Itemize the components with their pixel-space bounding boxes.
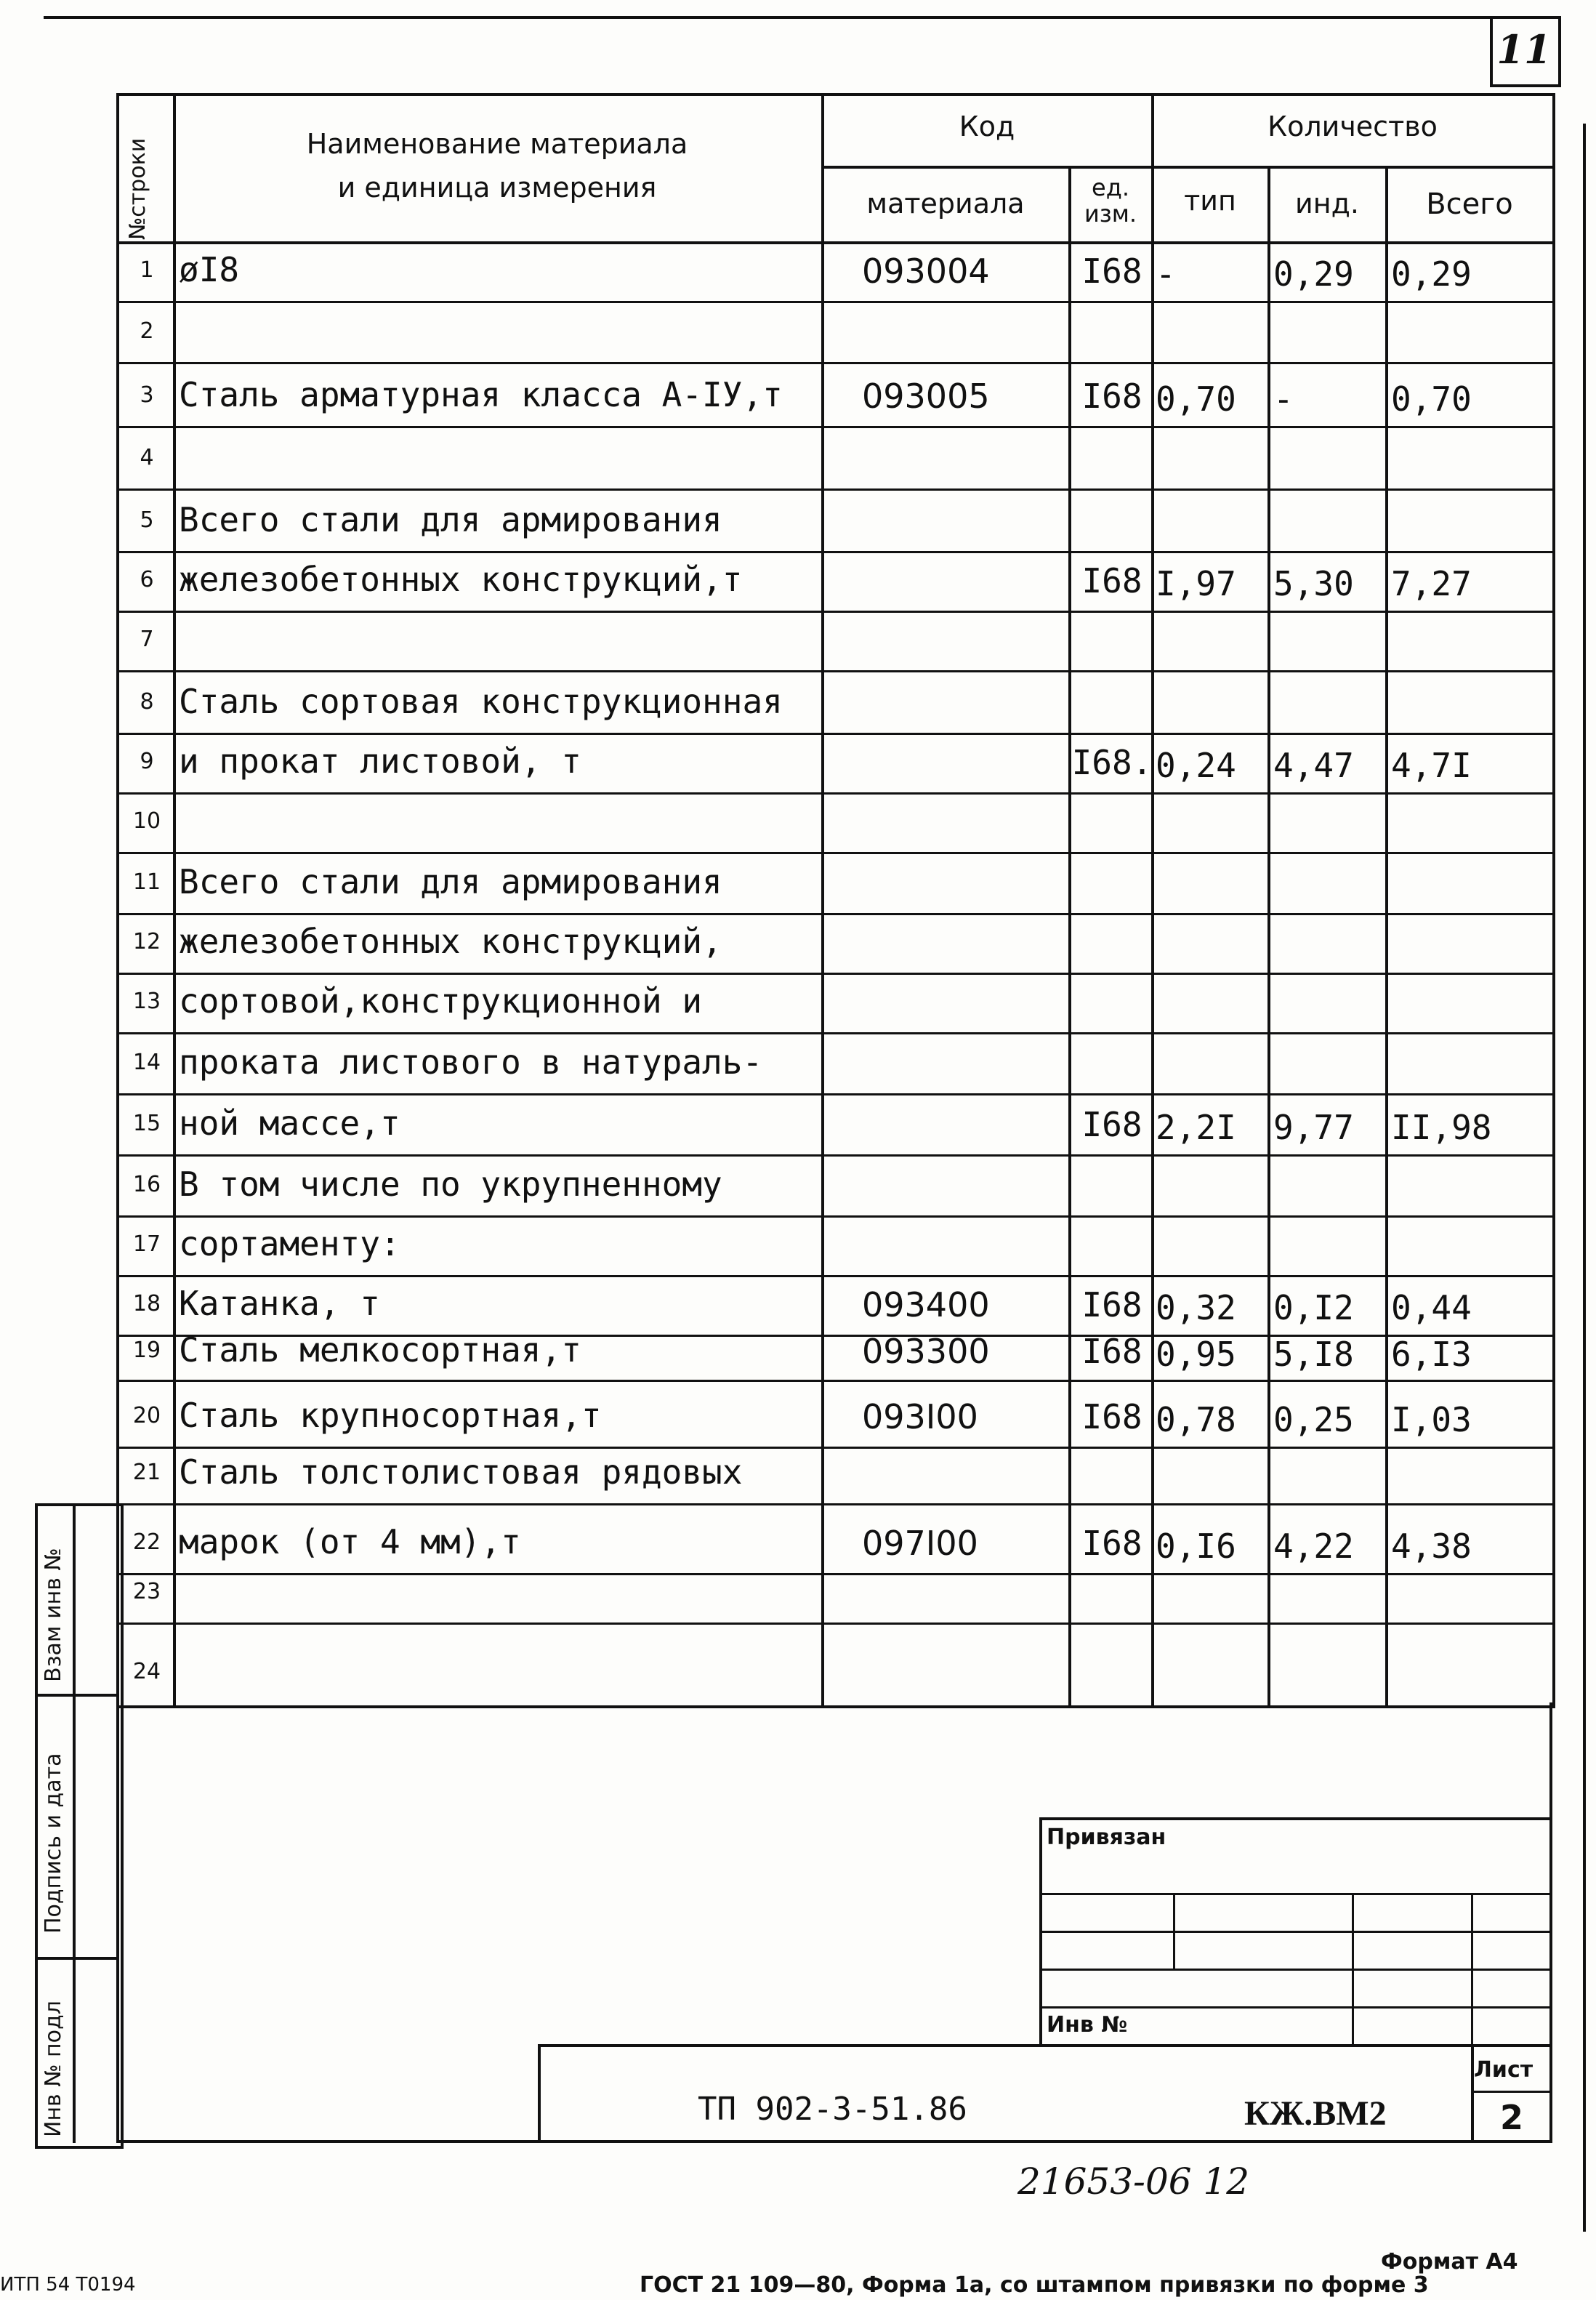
row-unit: I68 [1081, 1332, 1142, 1371]
row-number: 11 [132, 869, 161, 895]
row-name: Сталь мелкосортная,т [179, 1330, 581, 1370]
row-number: 8 [140, 689, 154, 715]
side-stamp-divider [73, 1503, 76, 2143]
row-name: Катанка, т [179, 1284, 380, 1323]
header-q-type: тип [1184, 185, 1236, 217]
row-tip: I,97 [1156, 564, 1236, 603]
row-name: марок (от 4 мм),т [179, 1522, 521, 1561]
row-separator [116, 1215, 1552, 1218]
row-separator [116, 1447, 1552, 1449]
row-unit: I68 [1081, 1397, 1142, 1436]
row-total: II,98 [1391, 1108, 1492, 1147]
row-separator [116, 488, 1552, 491]
row-number: 4 [140, 445, 154, 470]
row-code: 093300 [862, 1332, 990, 1371]
row-separator [116, 426, 1552, 428]
row-ind: 4,47 [1273, 746, 1354, 785]
bottom-frame-line [116, 2140, 1552, 2143]
row-name: Сталь сортовая конструкционная [179, 682, 783, 721]
header-bottom-line [116, 241, 1552, 244]
header-q-total: Всего [1426, 188, 1513, 221]
row-total: 0,29 [1391, 254, 1472, 294]
side-stamp-line2 [35, 1957, 118, 1960]
row-tip: 2,2I [1156, 1108, 1236, 1147]
row-name: железобетонных конструкций, [179, 922, 722, 961]
row-separator [116, 362, 1552, 364]
row-separator [116, 792, 1552, 795]
doc-mark: КЖ.ВМ2 [1244, 2094, 1387, 2133]
row-number: 15 [132, 1111, 161, 1136]
row-separator [116, 852, 1552, 854]
header-row-no: №строки [125, 137, 150, 240]
privyazan-top [1039, 1817, 1549, 1820]
row-unit: I68 [1081, 561, 1142, 600]
row-name: Всего стали для армирования [179, 500, 722, 539]
row-tip: 0,70 [1156, 379, 1236, 419]
page-number: 11 [1496, 26, 1552, 73]
row-tip: 0,32 [1156, 1288, 1236, 1327]
row-separator [116, 1623, 1552, 1625]
row-number: 10 [132, 808, 161, 834]
row-unit: I68 [1081, 1285, 1142, 1324]
row-total: 4,7I [1391, 746, 1472, 785]
header-code-material: материала [866, 188, 1025, 220]
list-box-divider [1471, 2091, 1552, 2093]
row-name: Всего стали для армирования [179, 862, 722, 901]
row-separator [116, 973, 1552, 975]
row-name: В том числе по укрупненному [179, 1165, 722, 1204]
row-number: 17 [132, 1231, 161, 1257]
side-label-inv-podl: Инв № подл [41, 2001, 66, 2137]
row-separator [116, 1032, 1552, 1034]
row-tip: 0,78 [1156, 1400, 1236, 1439]
inv-no-label: Инв № [1047, 2012, 1128, 2038]
row-ind: 4,22 [1273, 1527, 1354, 1566]
row-name: проката листового в натураль- [179, 1042, 763, 1082]
row-number: 9 [140, 749, 154, 774]
row-number: 21 [132, 1460, 161, 1485]
privyazan-label: Привязан [1047, 1825, 1166, 1850]
row-unit: I68. [1071, 743, 1153, 782]
row-name: и прокат листовой, т [179, 741, 581, 781]
side-label-podpis: Подпись и дата [41, 1753, 66, 1934]
row-separator [116, 913, 1552, 915]
row-name: Сталь крупносортная,т [179, 1396, 602, 1435]
footer-left: ИТП 54 Т0194 [0, 2274, 136, 2296]
row-code: 093005 [862, 377, 990, 416]
row-number: 2 [140, 318, 154, 344]
row-number: 1 [140, 257, 154, 283]
row-code: 093004 [862, 252, 990, 291]
row-ind: 0,29 [1273, 254, 1354, 294]
row-tip: 0,95 [1156, 1335, 1236, 1374]
row-number: 20 [132, 1403, 161, 1428]
title-block-top [538, 2044, 1552, 2047]
row-number: 24 [132, 1659, 161, 1684]
row-code: 093400 [862, 1285, 990, 1324]
row-name: Сталь толстолистовая рядовых [179, 1452, 743, 1492]
row-code: 093I00 [862, 1397, 978, 1436]
row-name: железобетонных конструкций,т [179, 560, 743, 599]
privyazan-col2 [1352, 1893, 1354, 2044]
header-q-ind: инд. [1295, 188, 1359, 220]
col-sep-tip [1267, 166, 1270, 1705]
row-tip: 0,24 [1156, 746, 1236, 785]
row-total: 6,I3 [1391, 1335, 1472, 1374]
row-number: 3 [140, 382, 154, 408]
row-unit: I68 [1081, 377, 1142, 416]
row-name: Сталь арматурная класса А-IУ,т [179, 375, 783, 414]
col-sep-name [821, 93, 824, 1705]
header-name-line1: Наименование материала [306, 128, 688, 160]
row-separator [116, 1503, 1552, 1505]
row-total: 7,27 [1391, 564, 1472, 603]
row-name: сортовой,конструкционной и [179, 981, 703, 1021]
header-mid-line [821, 166, 1552, 169]
row-ind: 5,I8 [1273, 1335, 1354, 1374]
header-quantity: Количество [1267, 110, 1438, 142]
row-number: 18 [132, 1291, 161, 1316]
row-number: 12 [132, 929, 161, 954]
row-separator [116, 1380, 1552, 1382]
header-code: Код [959, 110, 1015, 142]
row-total: 0,70 [1391, 379, 1472, 419]
row-number: 5 [140, 507, 154, 533]
right-margin-line [1583, 124, 1586, 2232]
header-name-line2: и единица измерения [337, 172, 657, 204]
footer-gost: ГОСТ 21 109—80, Форма 1а, со штампом привязки по форме 3 [640, 2272, 1429, 2298]
list-number: 2 [1499, 2098, 1523, 2137]
row-name: øI8 [179, 250, 240, 289]
doc-code: ТП 902-3-51.86 [698, 2091, 967, 2128]
side-stamp-line1 [35, 1694, 118, 1697]
row-tip: - [1156, 254, 1176, 294]
row-ind: 0,25 [1273, 1400, 1354, 1439]
row-total: 4,38 [1391, 1527, 1472, 1566]
row-number: 14 [132, 1050, 161, 1075]
row-number: 16 [132, 1172, 161, 1197]
row-separator [116, 733, 1552, 735]
row-total: 0,44 [1391, 1288, 1472, 1327]
row-number: 13 [132, 989, 161, 1014]
row-unit: I68 [1081, 1105, 1142, 1144]
row-separator [116, 611, 1552, 613]
col-sep-code-quantity [1151, 93, 1154, 1705]
row-unit: I68 [1081, 1524, 1142, 1563]
handwritten-number: 21653-06 12 [1017, 2160, 1250, 2203]
row-name: ной массе,т [179, 1103, 400, 1143]
row-number: 19 [132, 1338, 161, 1363]
title-block-left [538, 2044, 541, 2143]
col-sep-ind [1385, 166, 1388, 1705]
list-label: Лист [1474, 2057, 1533, 2083]
row-ind: 5,30 [1273, 564, 1354, 603]
row-separator [116, 1154, 1552, 1157]
lower-left-line [116, 1702, 119, 2143]
row-number: 7 [140, 627, 154, 652]
row-separator [116, 1093, 1552, 1095]
col-sep-rownum [173, 93, 176, 1705]
row-separator [116, 1275, 1552, 1277]
row-number: 22 [132, 1529, 161, 1555]
row-separator [116, 551, 1552, 553]
row-ind: 0,I2 [1273, 1288, 1354, 1327]
side-label-vzam: Взам инв № [41, 1548, 66, 1682]
row-tip: 0,I6 [1156, 1527, 1236, 1566]
lower-right-line [1549, 1702, 1552, 2143]
privyazan-col1 [1173, 1893, 1175, 1969]
row-ind: 9,77 [1273, 1108, 1354, 1147]
privyazan-col3 [1471, 1893, 1473, 2044]
row-name: сортаменту: [179, 1224, 400, 1263]
row-total: I,03 [1391, 1400, 1472, 1439]
row-ind: - [1273, 379, 1294, 419]
row-number: 6 [140, 567, 154, 592]
row-separator [116, 670, 1552, 672]
row-unit: I68 [1081, 252, 1142, 291]
header-code-unit: ед. изм. [1084, 174, 1137, 228]
top-border [44, 16, 1541, 19]
footer-format: Формат А4 [1381, 2249, 1518, 2275]
row-separator [116, 1573, 1552, 1575]
row-code: 097I00 [862, 1524, 978, 1563]
row-separator [116, 301, 1552, 303]
row-number: 23 [132, 1579, 161, 1604]
